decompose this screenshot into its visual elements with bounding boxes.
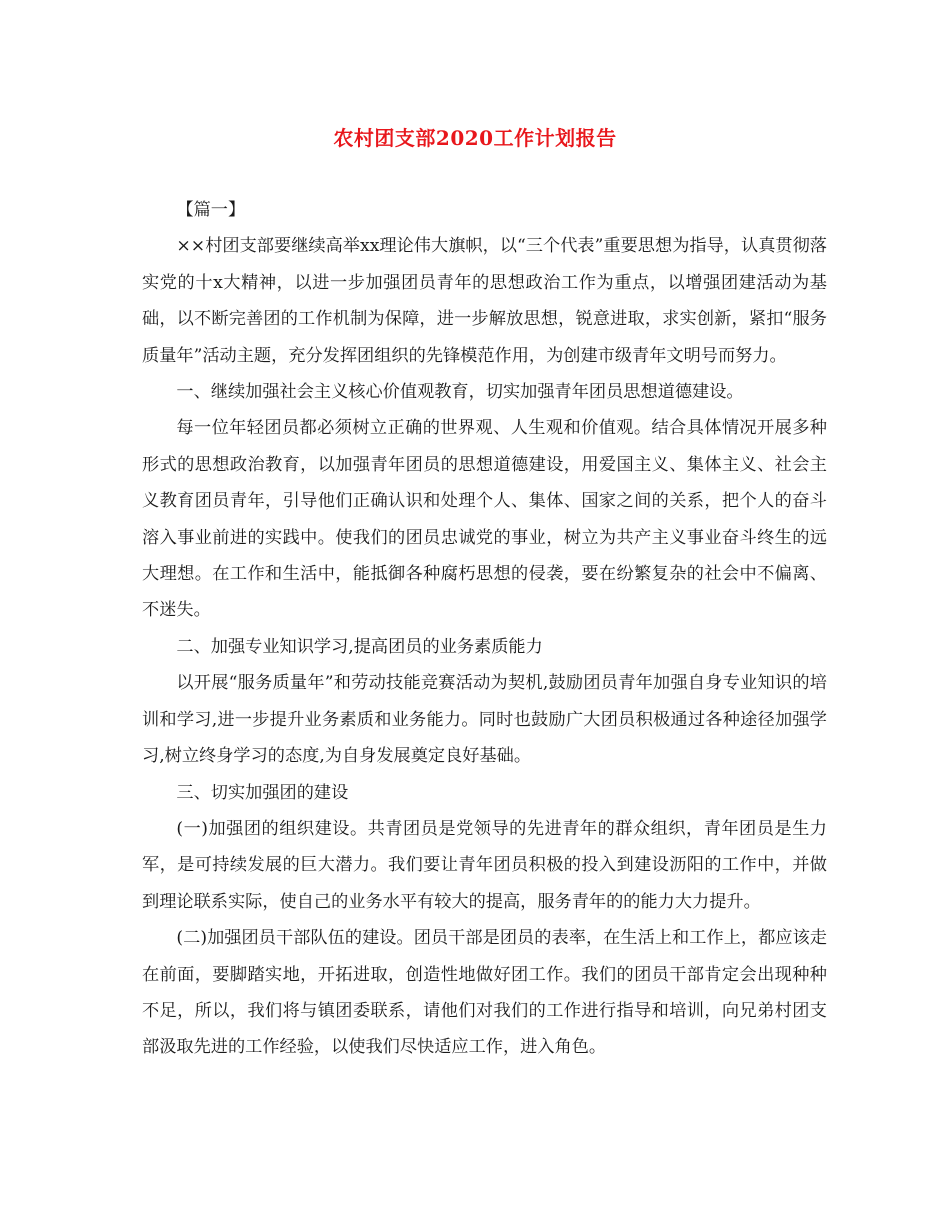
section-heading: 一、继续加强社会主义核心价值观教育，切实加强青年团员思想道德建设。 <box>176 382 744 403</box>
section-heading: 二、加强专业知识学习,提高团员的业务素质能力 <box>176 636 543 657</box>
document-body <box>142 192 827 1066</box>
section-label: 【篇一】 <box>176 200 246 220</box>
body-paragraph: 以开展“服务质量年”和劳动技能竞赛活动为契机,鼓励团员青年加强自身专业知识的培训和学习,进一步提升业务素质和业务能力。同时也鼓励广大团员积极通过各种途径加强学习,树立终身学习的态度,为自身发展奠定良好基础。 <box>142 673 827 767</box>
body-paragraph: (二)加强团员干部队伍的建设。团员干部是团员的表率，在生活上和工作上，都应该走在前面，要脚踏实地，开拓进取，创造性地做好团工作。我们的团员干部肯定会出现种种不足，所以，我们将与镇团委联系，请他们对我们的工作进行指导和培训，向兄弟村团支部汲取先进的工作经验，以使我们尽快适应工作，进入角色。 <box>142 928 827 1058</box>
body-paragraph: 每一位年轻团员都必须树立正确的世界观、人生观和价值观。结合具体情况开展多种形式的思想政治教育，以加强青年团员的思想道德建设，用爱国主义、集体主义、社会主义教育团员青年，引导他们正确认识和处理个人、集体、国家之间的关系，把个人的奋斗溶入事业前进的实践中。使我们的团员忠诚党的事业，树立为共产主义事业奋斗终生的远大理想。在工作和生活中，能抵御各种腐朽思想的侵袭，要在纷繁复杂的社会中不偏离、不迷失。 <box>142 418 827 621</box>
section-heading: 三、切实加强团的建设 <box>176 782 349 803</box>
body-paragraph: ××村团支部要继续高举xx理论伟大旗帜，以“三个代表”重要思想为指导，认真贯彻落实党的十x大精神，以进一步加强团员青年的思想政治工作为重点，以增强团建活动为基础，以不断完善团的工作机制为保障，进一步解放思想，锐意进取，求实创新，紧扣“服务质量年”活动主题，充分发挥团组织的先锋模范作用，为创建市级青年文明号而努力。 <box>142 236 827 366</box>
body-paragraph: (一)加强团的组织建设。共青团员是党领导的先进青年的群众组织，青年团员是生力军，是可持续发展的巨大潜力。我们要让青年团员积极的投入到建设沥阳的工作中，并做到理论联系实际，使自己的业务水平有较大的提高，服务青年的的能力大力提升。 <box>142 818 827 912</box>
document-title: 农村团支部2020工作计划报告 <box>333 126 617 150</box>
